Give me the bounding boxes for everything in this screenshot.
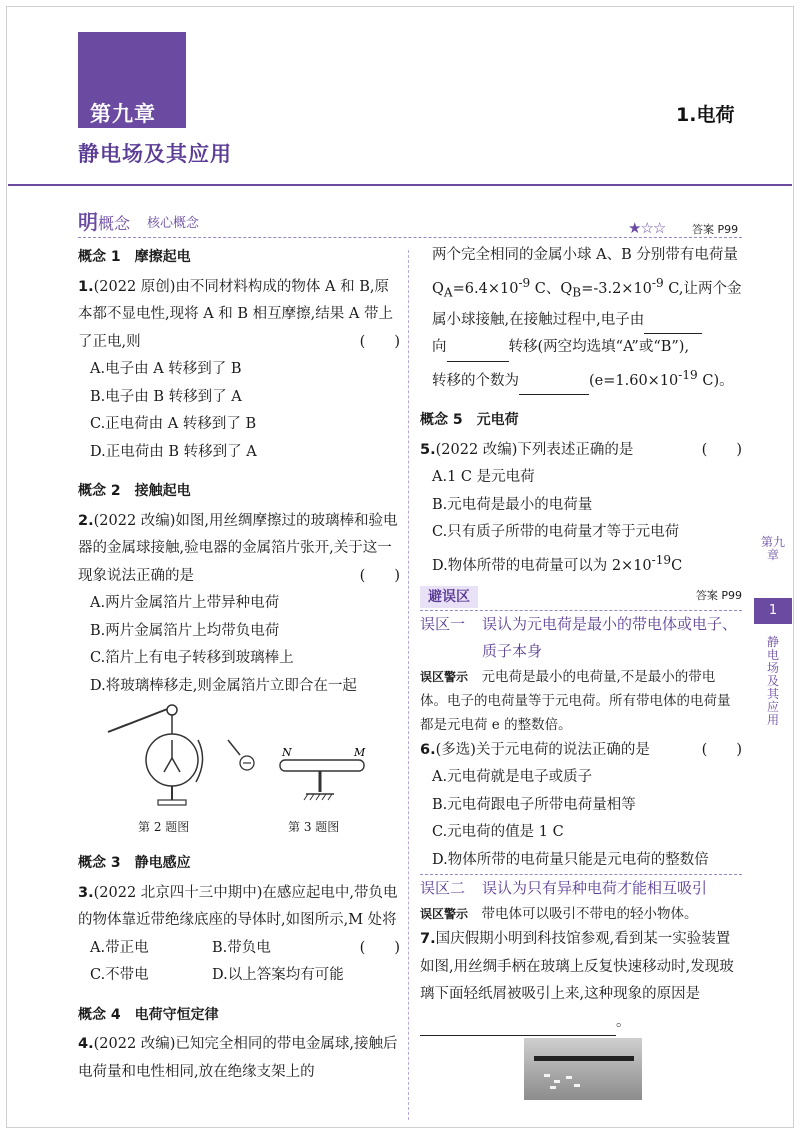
option-row: [78, 962, 400, 990]
warning-2: [420, 902, 742, 926]
left-column: [78, 242, 400, 700]
warning-label: 误区警示: [420, 669, 469, 684]
text: C、Q: [530, 280, 573, 297]
question-text: (多选)关于元电荷的说法正确的是: [435, 741, 650, 758]
difficulty-stars-icon: ★☆☆: [628, 219, 666, 237]
text: =-3.2×10: [581, 280, 652, 297]
left-column-lower: [78, 848, 400, 1086]
ming-char: 明: [78, 210, 98, 234]
option: B.元电荷是最小的电荷量: [432, 496, 593, 513]
chapter-title: 静电场及其应用: [78, 142, 232, 166]
label-m: M: [354, 746, 366, 759]
concept-bar-heading: [78, 206, 130, 235]
question-4: [78, 1031, 400, 1086]
superscript: -9: [651, 275, 664, 290]
superscript: -19: [651, 552, 672, 567]
fill-blank[interactable]: [447, 343, 509, 362]
text: C: [671, 557, 683, 574]
misconception-1: [420, 611, 742, 665]
column-divider: [408, 250, 409, 1120]
answer-paren: ( ): [701, 441, 742, 458]
fill-blank[interactable]: [644, 315, 702, 334]
glass-rod: [534, 1056, 634, 1061]
answer-reference: 答案 P99: [692, 223, 739, 236]
option: B.两片金属箔片上均带负电荷: [90, 622, 280, 639]
concept-heading: 概念 5 元电荷: [420, 412, 519, 429]
text: 转移(两空均选填“A”或“B”),: [508, 339, 690, 356]
warning-label: 误区警示: [420, 907, 469, 922]
concept-heading: 概念 2 接触起电: [78, 483, 191, 499]
option: C.不带电: [90, 967, 149, 983]
answer-reference: 答案 P99: [695, 588, 742, 602]
question-text: (2022 原创)由不同材料构成的物体 A 和 B,原本都不显电性,现将 A 和 B 相互摩擦,结果 A 带上了正电,则: [78, 278, 393, 350]
option-row: [78, 935, 360, 963]
misconception-2: [420, 874, 742, 902]
answer-paren: ( ): [359, 333, 400, 350]
sidebar-number: 1: [754, 598, 792, 624]
misconception-label: 误区一: [420, 614, 466, 633]
option: A.电子由 A 转移到了 B: [90, 361, 242, 377]
bianwu-bar: [420, 584, 742, 611]
question-text: (2022 改编)如图,用丝绸摩擦过的玻璃棒和验电器的金属球接触,验电器的金属箔片张开,关于这一现象说法正确的是: [78, 512, 398, 584]
sidebar-title: 静电场及其应用: [766, 635, 779, 727]
question-4-continued: [432, 242, 742, 395]
bianwu-label: 避误区: [420, 586, 478, 608]
answer-paren: ( ): [359, 567, 400, 584]
text: D.物体所带的电荷量可以为 2×10: [432, 557, 652, 574]
question-number: 6.: [420, 741, 436, 758]
option: A.元电荷就是电子或质子: [432, 769, 593, 786]
question-number: 2.: [78, 512, 94, 529]
question-7: [420, 926, 742, 1036]
option: D.正电荷由 B 转移到了 A: [90, 443, 257, 460]
option: A.两片金属箔片上带异种电荷: [90, 595, 280, 611]
misconception-text: 误认为元电荷是最小的带电体或电子、质子本身: [482, 614, 738, 660]
chapter-label: 第九章: [90, 102, 156, 126]
section-title: 1.电荷: [676, 104, 735, 126]
option: C.箔片上有电子转移到玻璃棒上: [90, 650, 294, 666]
right-column: [420, 242, 742, 1036]
concept-heading: 概念 3 静电感应: [78, 855, 191, 871]
concept-heading: 概念 4 电荷守恒定律: [78, 1006, 219, 1023]
experiment-photo: [524, 1038, 642, 1100]
header-divider: [8, 184, 792, 186]
question-5: [420, 437, 742, 465]
option: B.电子由 B 转移到了 A: [90, 388, 242, 405]
question-1: [78, 274, 400, 357]
superscript: -19: [678, 367, 698, 382]
question-text: (2022 北京四十三中期中)在感应起电中,带负电的物体靠近带绝缘底座的导体时,如图所示,M 处将: [78, 884, 398, 928]
text: 向: [432, 339, 447, 356]
option: B.元电荷跟电子所带电荷量相等: [432, 796, 636, 813]
option: B.带负电: [212, 939, 271, 956]
question-number: 4.: [78, 1036, 94, 1052]
option: D.将玻璃棒移走,则金属箔片立即合在一起: [90, 677, 357, 694]
text: 。: [616, 1013, 631, 1030]
question-text: 国庆假期小明到科技馆参观,看到某一实验装置如图,用丝绸手柄在玻璃上反复快速移动时,发现玻璃下面轻纸屑被吸引上来,这种现象的原因是: [420, 931, 734, 1003]
option: C.正电荷由 A 转移到了 B: [90, 416, 257, 432]
question-text: (2022 改编)下列表述正确的是: [435, 441, 634, 458]
question-2: [78, 508, 400, 591]
text: =6.4×10: [452, 280, 519, 297]
text: 转移的个数为: [432, 372, 519, 389]
question-number: 1.: [78, 278, 94, 295]
subscript: B: [572, 285, 582, 300]
option: [432, 547, 742, 580]
option: A.带正电: [90, 939, 149, 956]
answer-paren: ( ): [701, 741, 742, 758]
misconception-label: 误区二: [420, 879, 466, 898]
option: A.1 C 是元电荷: [432, 469, 535, 486]
concept-label: 概念: [98, 214, 131, 233]
label-n: N: [282, 746, 292, 759]
answer-paren: ( ): [359, 939, 400, 956]
concept-subtitle: 核心概念: [147, 216, 200, 231]
superscript: -9: [518, 275, 531, 290]
option: C.只有质子所带的电荷量才等于元电荷: [432, 524, 680, 541]
option: C.元电荷的值是 1 C: [432, 824, 564, 841]
question-number: 7.: [420, 931, 436, 948]
question-number: 5.: [420, 441, 436, 458]
sidebar-chapter: 第九章: [760, 535, 785, 562]
figure-caption: 第 2 题图: [138, 820, 190, 834]
misconception-text: 误认为只有异种电荷才能相互吸引: [482, 879, 708, 898]
question-number: 3.: [78, 884, 94, 901]
text: (e=1.60×10: [589, 372, 679, 389]
fill-blank[interactable]: [420, 1017, 616, 1036]
text: C)。: [697, 372, 734, 389]
warning-text: 元电荷是最小的电荷量,不是最小的带电体。电子的电荷量等于元电荷。所有带电体的电荷量都是元电荷 e 的整数倍。: [420, 668, 731, 733]
warning-1: [420, 665, 742, 737]
text: 两个完全相同的金属小球 A、B 分别带有电荷量 Q: [432, 247, 738, 297]
figure-electroscope-rod: [100, 700, 400, 820]
option: D.物体所带的电荷量只能是元电荷的整数倍: [432, 851, 709, 868]
figure-caption: 第 3 题图: [288, 820, 340, 834]
text: C,让两个金属小球接触,在接触过程中,电子由: [432, 280, 742, 328]
option: D.以上答案均有可能: [212, 967, 344, 983]
concept-bar-line: [78, 237, 742, 238]
fill-blank[interactable]: [519, 376, 589, 395]
subscript: A: [443, 285, 453, 300]
concept-heading: 概念 1 摩擦起电: [78, 249, 191, 265]
warning-text: 带电体可以吸引不带电的轻小物体。: [481, 906, 698, 923]
question-6: [420, 737, 742, 765]
question-text: (2022 改编)已知完全相同的带电金属球,接触后电荷量和电性相同,放在绝缘支架上的: [78, 1036, 398, 1080]
